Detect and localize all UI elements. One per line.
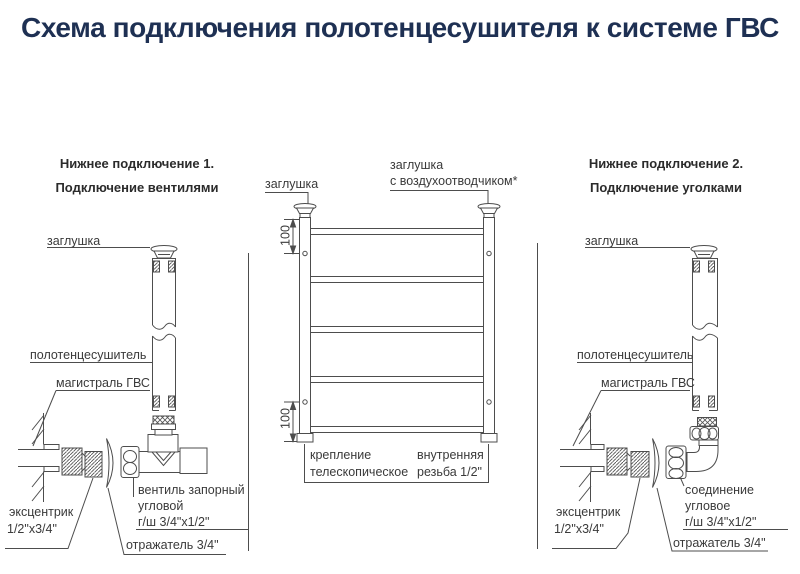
left-towel-rail-label: полотенцесушитель [30, 348, 147, 362]
center-air-vent-label-1: заглушка [390, 158, 444, 172]
left-valve-label-2: угловой [138, 499, 184, 513]
dimension-bottom-value: 100 [278, 408, 293, 429]
left-valve-label-3: г/ш 3/4"х1/2" [138, 515, 210, 529]
left-valve-label-1: вентиль запорный [138, 483, 245, 497]
right-elbow [666, 418, 719, 479]
center-thread-label-2: резьба 1/2" [417, 465, 482, 479]
left-towel-rail-pipe [151, 246, 177, 411]
left-wall [32, 413, 44, 502]
center-plug-label: заглушка [265, 177, 319, 191]
left-union-nut [121, 447, 139, 478]
right-wall [579, 413, 591, 502]
left-reflector-label: отражатель 3/4" [126, 538, 219, 552]
left-reflector [107, 439, 114, 488]
rail-collectors [297, 218, 497, 443]
page-title: Схема подключения полотенцесушителя к системе ГВС [21, 12, 779, 43]
center-mount-label-1: крепление [310, 448, 372, 462]
left-panel-heading-1: Нижнее подключение 1. [59, 156, 215, 171]
left-main-line-label: магистраль ГВС [56, 376, 150, 390]
right-reflector [653, 439, 660, 488]
right-elbow-label-1: соединение [685, 483, 754, 497]
right-towel-rail-pipe [691, 246, 718, 411]
right-towel-rail-label: полотенцесушитель [577, 348, 694, 362]
dimension-top-value: 100 [278, 225, 293, 246]
right-elbow-label-2: угловое [685, 499, 731, 513]
right-eccentric-label-1: эксцентрик [556, 505, 621, 519]
left-eccentric-label-1: эксцентрик [9, 505, 74, 519]
right-reflector-label: отражатель 3/4" [673, 536, 766, 550]
right-eccentric [607, 448, 649, 477]
rail-top-plugs [294, 204, 500, 218]
left-angle-valve [139, 416, 207, 474]
right-plug-label: заглушка [585, 234, 639, 248]
left-eccentric-label-2: 1/2"х3/4" [7, 522, 57, 536]
right-elbow-label-3: г/ш 3/4"х1/2" [685, 515, 757, 529]
left-eccentric [62, 448, 102, 477]
right-supply-pipe [560, 445, 604, 472]
left-supply-pipe [18, 445, 59, 472]
right-panel-heading-1: Нижнее подключение 2. [588, 156, 744, 171]
left-panel-heading-2: Подключение вентилями [55, 180, 219, 195]
right-eccentric-label-2: 1/2"х3/4" [554, 522, 604, 536]
towel-rail-front-view [265, 191, 500, 483]
center-air-vent-label-2: с воздухоотводчиком* [390, 174, 518, 188]
left-plug-label: заглушка [47, 234, 101, 248]
center-mount-label-2: телескопическое [310, 465, 409, 479]
right-main-line-label: магистраль ГВС [601, 376, 695, 390]
rail-rungs [311, 229, 484, 433]
center-thread-label-1: внутренняя [417, 448, 484, 462]
right-panel-heading-2: Подключение уголками [589, 180, 743, 195]
